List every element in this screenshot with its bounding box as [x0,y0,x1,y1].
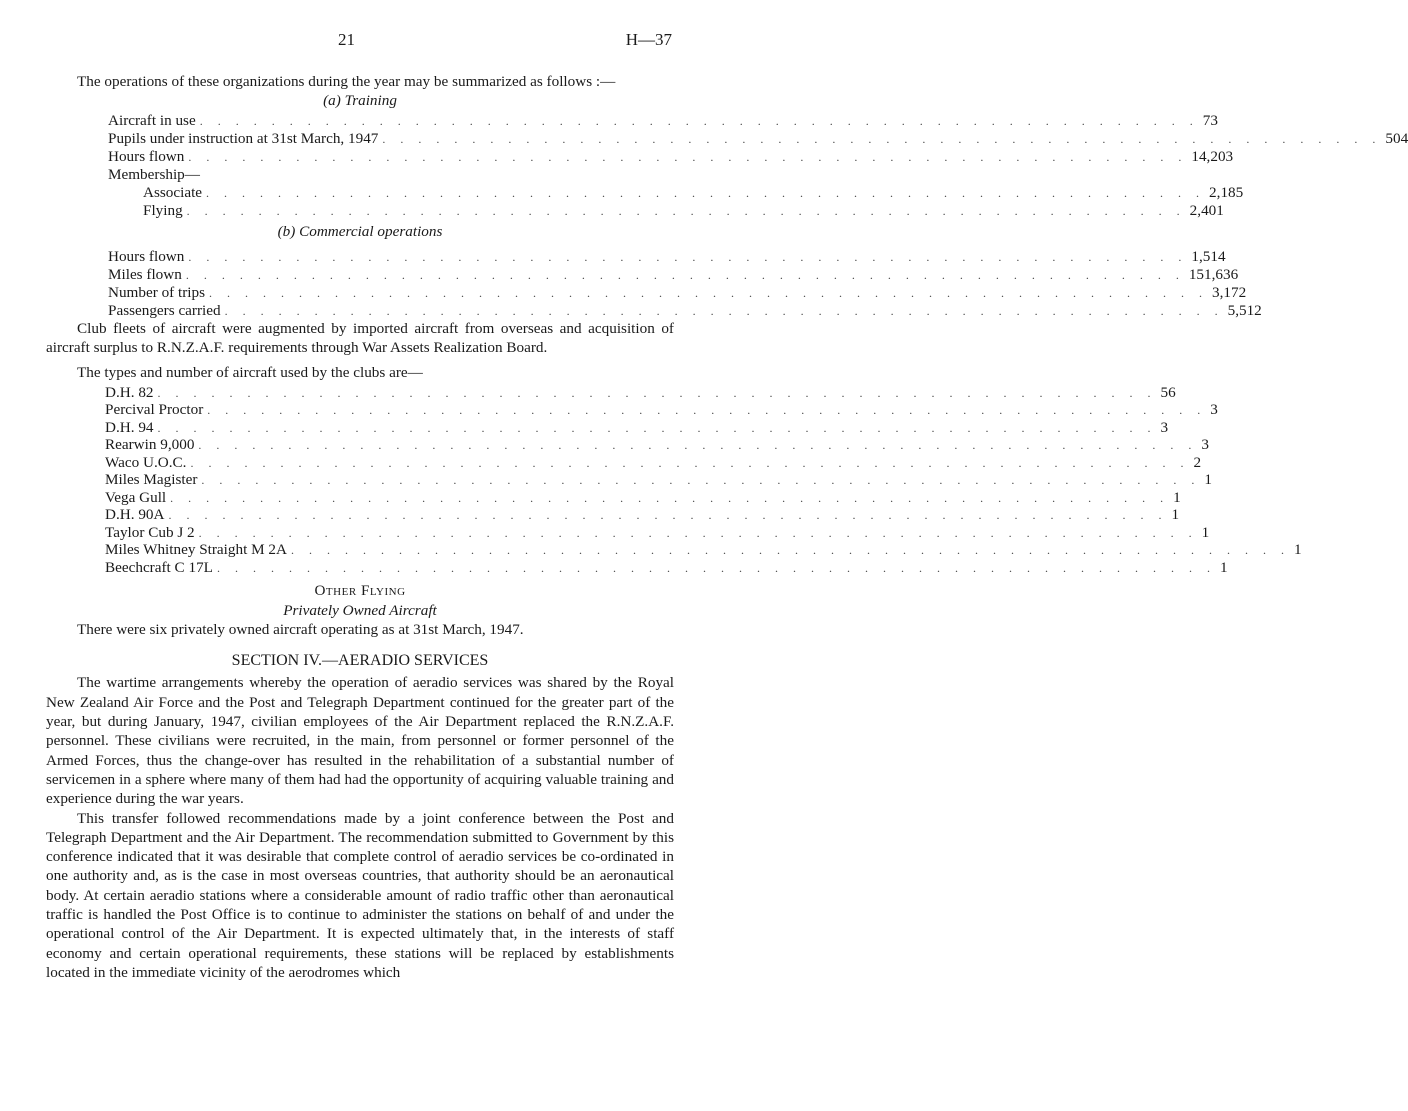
section-iv-paragraph-1: The wartime arrangements whereby the operation of aeradio services was shared by the Royal New Zealand Air Force and the Post and Telegraph Department continued for the greater part of the year, but during January, 1947, civilian employees of the Air Department replaced the R.N.Z.A.F. personnel. These civilians were recruited, in the main, from personnel or former personnel of the Armed Forces, thus the change-over has resulted in the rehabilitation of a substantial number of servicemen in a sphere where many of them had had the opportunity of acquiring valuable training and experience during the war years. [46,674,674,808]
commercial-row [108,301,1262,319]
training-row [108,147,1234,165]
row-label: Miles Magister [105,471,198,489]
commercial-row [108,265,1239,283]
training-row [108,111,1218,129]
dot-leader: . . . . . . . . . . . . . . . . . . . . . . . . . . . . . . . . . . . . . . . . . . . . . . . . . . . . . . . . [170,490,1170,505]
privately-owned-paragraph: There were six privately owned aircraft operating as at 31st March, 1947. [77,620,524,638]
row-label: Membership— [108,165,200,183]
aircraft-row [105,470,1212,489]
aircraft-types-intro: The types and number of aircraft used by the clubs are— [77,364,423,382]
page-number: 21 [338,30,355,49]
row-label: Hours flown [108,247,185,265]
dot-leader: . . . . . . . . . . . . . . . . . . . . . . . . . . . . . . . . . . . . . . . . . . . . . . . . . . . . . . . . [190,455,1190,470]
dot-leader: . . . . . . . . . . . . . . . . . . . . . . . . . . . . . . . . . . . . . . . . . . . . . . . . . . . . . . . . [188,149,1188,164]
row-value: 2 [1193,453,1202,471]
row-value: 1 [1173,488,1181,506]
dot-leader: . . . . . . . . . . . . . . . . . . . . . . . . . . . . . . . . . . . . . . . . . . . . . . . . . . . . . . . . [206,185,1206,200]
row-label: Taylor Cub J 2 [105,523,195,541]
row-label: Miles flown [108,265,182,283]
section-iv-heading: SECTION IV.—AERADIO SERVICES [231,652,489,670]
row-label: Rearwin 9,000 [105,436,195,454]
aircraft-row [105,540,1302,559]
row-value: 1,514 [1191,247,1226,265]
commercial-caption: (b) Commercial operations [277,222,443,240]
row-label: Waco U.O.C. [105,453,187,471]
dot-leader: . . . . . . . . . . . . . . . . . . . . . . . . . . . . . . . . . . . . . . . . . . . . . . . . . . . . . . . . [209,285,1209,300]
row-label: Number of trips [108,283,206,301]
dot-leader: . . . . . . . . . . . . . . . . . . . . . . . . . . . . . . . . . . . . . . . . . . . . . . . . . . . . . . . . [157,420,1157,435]
document-reference: H—37 [625,30,672,49]
training-row [108,129,1408,147]
row-label: Passengers carried [108,301,221,319]
dot-leader: . . . . . . . . . . . . . . . . . . . . . . . . . . . . . . . . . . . . . . . . . . . . . . . . . . . . . . . . [168,508,1168,523]
section-iv-paragraph-2: This transfer followed recommendations made by a joint conference between the Post and Telegraph Department and the Air Department. The recommendation submitted to Government by this conference indicated that it was desirable that complete control of aeradio services be co-ordinated in one authority and, as is the case in most overseas countries, that authority should be an aeronautical body. At certain aeradio stations where a considerable amount of radio traffic other than aeronautical traffic is handled the Post Office is to continue to administer the stations on behalf of and under the operational control of the Air Department. It is expected ultimately that, in the interests of staff economy and certain operational requirements, these stations will be replaced by establishments located in the immediate vicinity of the aerodromes which [46,809,674,981]
aircraft-row [105,488,1181,506]
commercial-row [108,283,1247,301]
dot-leader: . . . . . . . . . . . . . . . . . . . . . . . . . . . . . . . . . . . . . . . . . . . . . . . . . . . . . . . . [207,403,1207,418]
training-row [108,165,658,183]
training-row [108,183,1244,201]
training-caption: (a) Training [323,92,397,110]
row-label: Miles Whitney Straight M 2A [105,541,287,559]
row-label: Hours flown [108,147,185,165]
row-value: 1 [1204,471,1212,489]
dot-leader: . . . . . . . . . . . . . . . . . . . . . . . . . . . . . . . . . . . . . . . . . . . . . . . . . . . . . . . . [157,385,1157,400]
privately-owned-subheading: Privately Owned Aircraft [283,601,437,619]
row-value: 73 [1202,111,1218,129]
aircraft-types-list [105,383,1302,576]
dot-leader: . . . . . . . . . . . . . . . . . . . . . . . . . . . . . . . . . . . . . . . . . . . . . . . . . . . . . . . . [188,249,1188,264]
row-label: D.H. 94 [105,418,154,436]
row-value: 14,203 [1191,147,1234,165]
dot-leader: . . . . . . . . . . . . . . . . . . . . . . . . . . . . . . . . . . . . . . . . . . . . . . . . . . . . . . . . [198,525,1198,540]
row-value: 5,512 [1227,301,1262,319]
aircraft-row [105,435,1210,454]
commercial-row [108,247,1226,265]
dot-leader: . . . . . . . . . . . . . . . . . . . . . . . . . . . . . . . . . . . . . . . . . . . . . . . . . . . . . . . . [199,113,1199,128]
row-label: Aircraft in use [108,111,196,129]
row-value: 504 [1385,129,1408,147]
row-label: Flying [143,201,183,219]
row-value: 56 [1160,383,1176,401]
row-value: 2,401 [1189,201,1224,219]
training-statistics [108,111,1408,219]
dot-leader: . . . . . . . . . . . . . . . . . . . . . . . . . . . . . . . . . . . . . . . . . . . . . . . . . . . . . . . . [290,543,1290,558]
training-row [108,201,1224,219]
aircraft-row [105,505,1180,524]
row-value: 151,636 [1188,265,1239,283]
row-label: Vega Gull [105,488,167,506]
row-value: 1 [1171,506,1180,524]
row-value: 3 [1210,401,1218,419]
row-label: Pupils under instruction at 31st March, 1947 [108,129,379,147]
dot-leader: . . . . . . . . . . . . . . . . . . . . . . . . . . . . . . . . . . . . . . . . . . . . . . . . . . . . . . . . [198,438,1198,453]
dot-leader: . . . . . . . . . . . . . . . . . . . . . . . . . . . . . . . . . . . . . . . . . . . . . . . . . . . . . . . . [216,560,1216,575]
row-value: 1 [1293,541,1302,559]
row-value: 3,172 [1212,283,1247,301]
row-label: D.H. 82 [105,383,154,401]
dot-leader: . . . . . . . . . . . . . . . . . . . . . . . . . . . . . . . . . . . . . . . . . . . . . . . . . . . . . . . . [201,473,1201,488]
aircraft-row [105,400,1218,419]
page-body [46,72,1408,982]
other-flying-heading: Other Flying [314,582,406,600]
aircraft-row [105,418,1169,436]
row-label: Associate [143,183,203,201]
aircraft-row [105,558,1228,576]
dot-leader: . . . . . . . . . . . . . . . . . . . . . . . . . . . . . . . . . . . . . . . . . . . . . . . . . . . . . . . . [224,303,1224,318]
club-fleets-paragraph: Club fleets of aircraft were augmented by imported aircraft from overseas and acquisition of aircraft surplus to R.N.Z.A.F. requirements through War Assets Realization Board. [46,319,674,357]
intro-paragraph: The operations of these organizations during the year may be summarized as follows :— [77,73,616,90]
row-label: Percival Proctor [105,401,204,419]
dot-leader: . . . . . . . . . . . . . . . . . . . . . . . . . . . . . . . . . . . . . . . . . . . . . . . . . . . . . . . . [382,131,1382,146]
row-value: 3 [1201,436,1210,454]
aircraft-row [105,453,1202,471]
row-value: 2,185 [1209,183,1244,201]
row-value: 1 [1201,523,1210,541]
row-label: Beechcraft C 17L [105,558,213,576]
dot-leader: . . . . . . . . . . . . . . . . . . . . . . . . . . . . . . . . . . . . . . . . . . . . . . . . . . . . . . . . [185,267,1185,282]
dot-leader: . . . . . . . . . . . . . . . . . . . . . . . . . . . . . . . . . . . . . . . . . . . . . . . . . . . . . . . . [186,203,1186,218]
row-value: 3 [1160,418,1169,436]
aircraft-row [105,523,1210,541]
commercial-statistics [108,247,1262,319]
aircraft-row [105,383,1176,401]
row-label: D.H. 90A [105,506,165,524]
row-value: 1 [1219,558,1228,576]
